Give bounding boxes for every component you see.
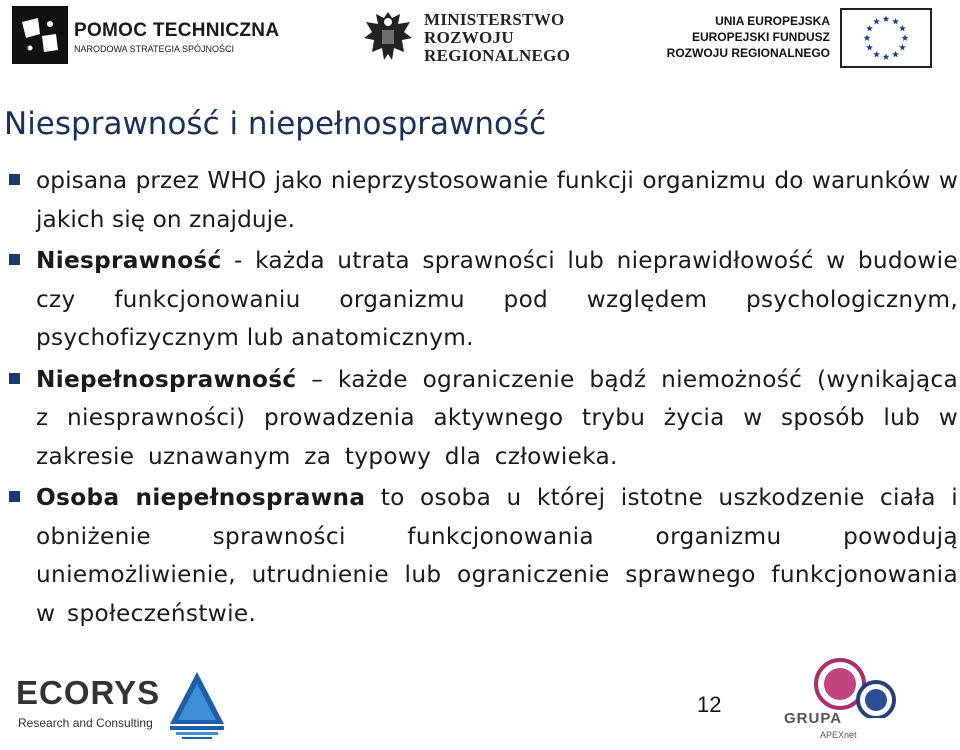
unia-line3: ROZWOJU REGIONALNEGO <box>666 46 830 60</box>
bullet-list <box>0 162 960 636</box>
eu-flag-icon <box>840 8 932 68</box>
eu-star-icon <box>892 18 899 25</box>
eu-star-icon <box>892 51 899 58</box>
eu-star-icon <box>883 53 890 60</box>
bullet-item <box>0 242 960 358</box>
bullet-square-icon <box>9 254 20 265</box>
bullet-item <box>0 361 960 477</box>
unia-europejska-logo <box>666 6 950 68</box>
bullet-text: to osoba u której istotne uszkodzenie ciała i obniżenie sprawności funkcjonowania organizmu powodują uniemożliwienie, utrudnienie lub ograniczenie sprawnego funkcjonowania w społeczeństwie. <box>36 484 958 627</box>
bullet-item <box>0 162 960 239</box>
eu-star-icon <box>902 34 909 41</box>
bullet-term: Osoba niepełnosprawna <box>36 484 366 511</box>
nss-flag-icon <box>12 6 68 64</box>
bullet-item <box>0 479 960 633</box>
ecorys-tagline: Research and Consulting <box>18 716 153 730</box>
slide-title: Niesprawność i niepełnosprawność <box>4 106 547 142</box>
eu-star-icon <box>866 25 873 32</box>
bullet-square-icon <box>9 174 20 185</box>
bullet-term: Niesprawność <box>36 247 222 274</box>
eu-star-icon <box>883 15 890 22</box>
eagle-emblem-icon <box>362 8 414 66</box>
apex-name: GRUPA <box>784 710 843 727</box>
pomoc-techniczna-subtitle: NARODOWA STRATEGIA SPÓJNOŚCI <box>74 44 235 54</box>
grupa-apexnet-logo <box>780 658 956 748</box>
ministerstwo-line3: REGIONALNEGO <box>424 46 571 65</box>
eu-star-icon <box>864 34 871 41</box>
ministerstwo-line2: ROZWOJU <box>424 28 514 47</box>
eu-star-icon <box>873 18 880 25</box>
unia-line2: EUROPEJSKI FUNDUSZ <box>691 30 830 44</box>
eu-star-icon <box>873 51 880 58</box>
pomoc-techniczna-logo <box>12 6 280 64</box>
eu-star-icon <box>899 44 906 51</box>
ecorys-logo <box>16 670 226 740</box>
ministerstwo-line1: MINISTERSTWO <box>424 10 565 29</box>
bullet-text: opisana przez WHO jako nieprzystosowanie funkcji organizmu do warunków w jakich się on znajduje. <box>36 167 958 233</box>
ministerstwo-logo <box>362 8 592 68</box>
bullet-text: – każde ograniczenie bądź niemożność (wynikająca z niesprawności) prowadzenia aktywnego trybu życia w sposób lub w zakresie uznawanym za typowy dla człowieka. <box>36 365 958 470</box>
bullet-term: Niepełnosprawność <box>36 365 297 393</box>
bullet-text: - każda utrata sprawności lub nieprawidłowość w budowie czy funkcjonowaniu organizmu pod względem psychologicznym, psychofizycznym lub anatomicznym. <box>36 247 958 351</box>
bullet-square-icon <box>9 373 20 384</box>
eu-star-icon <box>866 44 873 51</box>
bullet-square-icon <box>9 491 20 502</box>
page-number: 12 <box>697 692 722 717</box>
eu-star-icon <box>899 25 906 32</box>
ecorys-triangle-icon <box>168 670 226 740</box>
apex-sub: APEXnet <box>820 730 857 740</box>
unia-line1: UNIA EUROPEJSKA <box>715 14 830 28</box>
ecorys-name: ECORYS <box>16 674 161 711</box>
pomoc-techniczna-title: POMOC TECHNICZNA <box>74 20 280 41</box>
apex-circles-icon <box>780 658 956 718</box>
